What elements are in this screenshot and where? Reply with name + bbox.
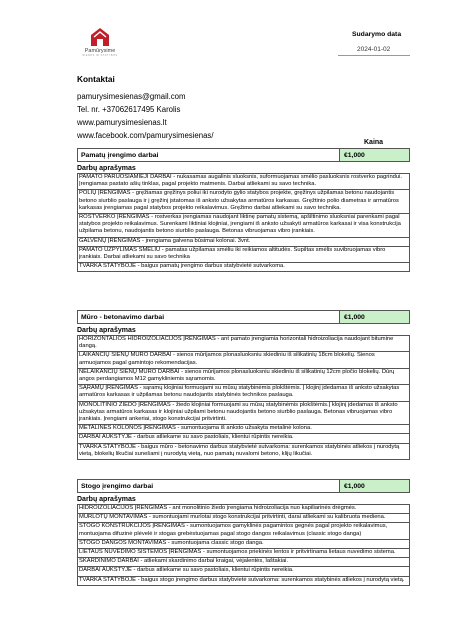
date-value: 2024-01-02 — [357, 46, 391, 53]
company-logo — [80, 27, 120, 57]
description-row: GALVENŲ ĮRENGIMAS - įrengiama galvena būsimai kolonai. 3vnt. — [78, 238, 409, 247]
description-row: PAMATO PARUOŠIAMIEJI DARBAI - nukasamas augalinis sluoksnis, suformuojamas smėlio pasluoksnis rostverko pagrindui. Įrengiamas pastato ašių tinklas, pagal projekto matmenis. Darbai atliekami su savo technika. — [78, 174, 409, 190]
section-name: Pamatų įrengimo darbai — [81, 152, 159, 159]
description-row: NELAIKANČIŲ SIENŲ MŪRO DARBAI - sienos mūrijamos plonasluoksniu skiediniu iš silikatinių 12cm pločio blokelių. Dūrų angos perdangiamos M12 gamykliniemis sąramomis. — [78, 369, 409, 385]
section-subtitle: Darbų aprašymas — [77, 327, 136, 334]
phone-number: Tel. nr. +37062617495 Karolis — [77, 105, 181, 115]
section-foundation-works — [77, 148, 410, 272]
description-row: SKARDINIMO DARBAI - atliekami skardinimo darbai kraigai, vėjalentės, laštakiai. — [78, 558, 409, 567]
description-row: POLIŲ ĮRENGIMAS - gręžiamas gręžinys poliui iki nurodyto gylio statybos projekte, gręžinys užpilamas betonu naudojantis betono siurblio paslauga ir į gręžinį įstatomas iš anksto užsakytas armatūros karkasas. Gręžtinio polio diametras ir armatūros karkasas įrengiamas pagal statybos projekto reikalavimus. Gręžimo darbai atliekami su savo technika. — [78, 190, 409, 214]
description-row: MONOLITINIO ŽIEDO ĮRENGIMAS - žiedo klojiniai formuojami su mūsų statybinėmis plokštėmis.Į klojinį įdedamas iš anksto užsakytas armatūros karkasas ir klojiniai užpilami betonu naudojantis betono siurblio paslauga. Betonas vibruojamas vibro įrankiais. Įrengiami ankeriai, stogo konstrukcijai pritvirtinti. — [78, 402, 409, 426]
description-row: STOGO DANGOS MONTAVIMAS - sumontuojama classic stogo danga. — [78, 540, 409, 549]
description-row: DARBAI AUKŠTYJE - darbus atliekame su savo pastoliais, klientui rūpintis nereikia. — [78, 434, 409, 443]
description-row: LIETAUS NUVEDIMO SISTEMOS ĮRENGIMAS - sumontuojamos priekinės lentos ir pritvirtinama lietaus nuvedimo sistema. — [78, 549, 409, 558]
section-price: €1,000 — [339, 149, 409, 161]
section-masonry-concrete-works — [77, 310, 410, 460]
facebook-link[interactable]: www.facebook.com/pamurysimesienas/ — [77, 131, 214, 141]
section-header — [77, 148, 410, 162]
description-row: TVARKA STATYBOJE - baigus pamatų įrengimo darbus statybvietė sutvarkoma. — [78, 263, 409, 272]
description-row: SĄRAMŲ ĮRENGIMAS - sąramų klojiniai formuojami su mūsų statybinėmis plokštėmis. Į klojinį įdedamas iš anksto užsakytas armatūros karkasas ir užpilamas betonu naudojantis statybinės technikos paslauga. — [78, 385, 409, 401]
section-roof-works — [77, 479, 410, 586]
description-row: TVARKA STATYBOJE - baigus mūro - betonavimo darbus statybvietė sutvarkoma: surenkamos statybinės atliekos į nurodytą vietą, blokelių likučiai sunešami į nurodytą vietą, nuo pamatų nuvalomi betono, klijų likučiai. — [78, 444, 409, 460]
section-price: €1,000 — [339, 311, 409, 323]
description-row: HIDROIZOLIACIJOS ĮRENGIMAS - ant monolitinio žiedo įrengiama hidroizoliacija nuo kapiliarinės drėgmės. — [78, 505, 409, 514]
description-row: MURLOTŲ MONTAVIMAS - sumontuojami murlotai stogo konstrukcijai pritvirtinti, darai atliekami su kalibruota mediena. — [78, 514, 409, 523]
price-column-label: Kaina — [364, 139, 384, 146]
logo-name: Pamūrysime — [84, 48, 116, 54]
description-row: ROSTVERKO ĮRENGIMAS - rostverkas įrengiamas naudojant liktinę pamatų sistemą, apšiltinimo sluoksniai parenkami pagal statybos projekto reikalavimus. Surenkami liktiniai klojiniai, įrengiami iš anksto užsakyti armatūros karkasai ir visa konstrukcija užpilama betonu, naudojantis betono siurblio paslauga. Betonas vibruojamas vibro įrankiais. — [78, 214, 409, 238]
email-link[interactable]: pamurysimesienas@gmail.com — [77, 92, 186, 101]
description-row: METALINĖS KOLONOS ĮRENGIMAS - sumontuojama iš anksto užsakyta metalinė kolona. — [78, 425, 409, 434]
description-row: PAMATO UŽPYLIMAS SMĖLIU - pamatas užpilamas smėliu iki reikiamos altitudės. Supiltas smėlis suvibruojamas vibro įrankiais. Darbai atliekami su savo technika — [78, 247, 409, 263]
section-description-rows — [77, 504, 410, 586]
section-name: Stogo įrengimo darbai — [81, 483, 154, 490]
section-name: Mūro - betonavimo darbai — [81, 314, 165, 321]
section-header — [77, 479, 410, 493]
description-row: HORIZONTALIOS HIDROIZOLIACIJOS ĮRENGIMAS - ant pamato įrengiamia horizontali hidroizoliacija naudojant bitumine dangą. — [78, 336, 409, 352]
date-label: Sudarymo data — [352, 31, 402, 38]
house-logo-icon — [90, 27, 110, 47]
website-link[interactable]: www.pamurysimesienas.lt — [77, 118, 167, 128]
section-subtitle: Darbų aprašymas — [77, 496, 136, 503]
section-description-rows — [77, 335, 410, 460]
section-description-rows — [77, 173, 410, 272]
description-row: DARBAI AUKŠTYJE - darbus atliekame su savo pastoliais, klientui rūpintis nereikia. — [78, 567, 409, 576]
description-row: STOGO KONSTRUKCIJOS ĮRENGIMAS - sumontuojamos gamyklinės pagamintos gegnės pagal projekto reikalavimus, montuojama difuzinė plėvelė ir stogas grebėstuojamas pagal stogo dangos reikalavimus (classic stogo danga) — [78, 523, 409, 539]
contacts-title: Kontaktai — [77, 74, 115, 84]
section-price: €1,000 — [339, 480, 409, 492]
logo-tagline: SIENOS IR STATYBOS — [82, 54, 118, 57]
section-subtitle: Darbų aprašymas — [77, 165, 136, 172]
description-row: LAIKANČIŲ SIENŲ MŪRO DARBAI - sienos mūrijamos plonasluoksniu skiediniu iš silikatinių 18cm blokelių. Sienos armuojamos pagal gamintojo rekomendacijas. — [78, 352, 409, 368]
date-underline — [338, 55, 410, 56]
section-header — [77, 310, 410, 324]
contacts-block — [77, 74, 327, 142]
description-row: TVARKA STATYBOJE - baigus stogo įrengimo darbus statybvietė sutvarkoma: surenkamos statybinės atliekos į nurodytą vietą. — [78, 577, 409, 586]
